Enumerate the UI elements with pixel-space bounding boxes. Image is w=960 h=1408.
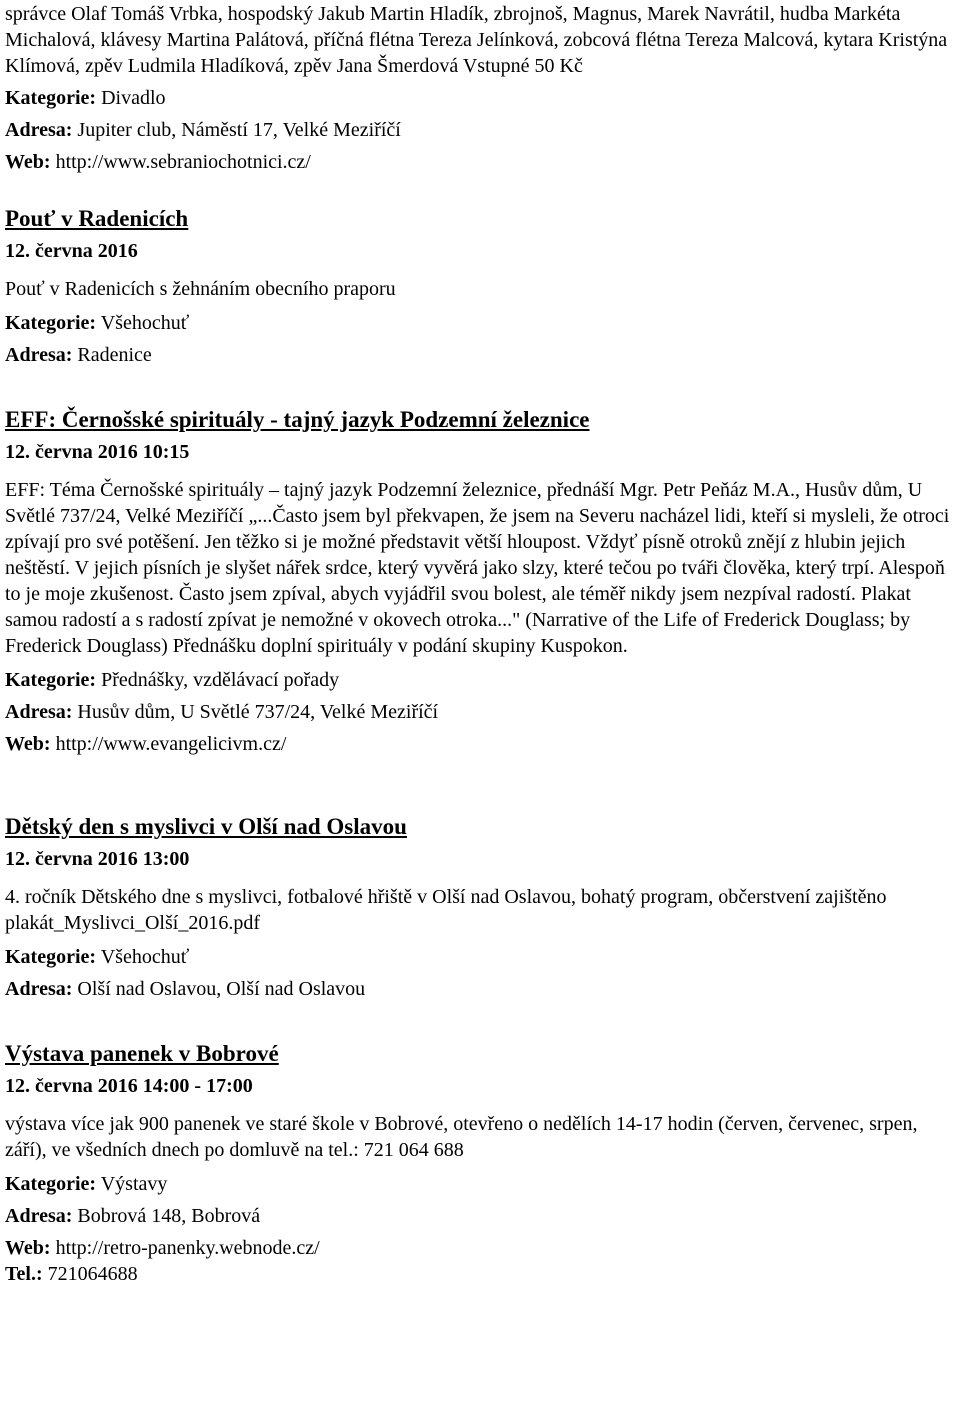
category-value: Přednášky, vzdělávací pořady (101, 669, 340, 691)
web-link[interactable]: http://www.evangelicivm.cz/ (55, 733, 287, 755)
event-address (5, 342, 956, 368)
category-value: Divadlo (101, 87, 166, 109)
category-label: Kategorie: (5, 946, 97, 968)
intro-address (5, 117, 956, 143)
address-value: Husův dům, U Světlé 737/24, Velké Meziříčí (77, 701, 439, 723)
web-label: Web: (5, 151, 51, 173)
web-link[interactable]: http://www.sebraniochotnici.cz/ (55, 151, 311, 173)
event-description: výstava více jak 900 panenek ve staré škole v Bobrové, otevřeno o nedělích 14-17 hodin (červen, červenec, srpen, září), ve všedních dnech po domluvě na tel.: 721 064 688 (5, 1113, 918, 1161)
address-value: Jupiter club, Náměstí 17, Velké Meziříčí (77, 119, 401, 141)
category-label: Kategorie: (5, 312, 97, 334)
address-label: Adresa: (5, 344, 73, 366)
address-label: Adresa: (5, 119, 73, 141)
address-value: Bobrová 148, Bobrová (77, 1205, 261, 1227)
web-label: Web: (5, 733, 51, 755)
event-web (5, 731, 956, 757)
event-address (5, 1203, 956, 1229)
event-date: 12. června 2016 13:00 (5, 848, 190, 870)
event-address (5, 976, 956, 1002)
event-date: 12. června 2016 (5, 240, 138, 262)
category-value: Všehochuť (100, 312, 190, 334)
tel-value: 721064688 (47, 1263, 138, 1285)
event-address (5, 699, 956, 725)
web-label: Web: (5, 1237, 51, 1259)
web-link[interactable]: http://retro-panenky.webnode.cz/ (55, 1237, 320, 1259)
event-description: 4. ročník Dětského dne s myslivci, fotbalové hřiště v Olší nad Oslavou, bohatý program, občerstvení zajištěno plakát_Myslivci_Olší_2016.pdf (5, 886, 887, 934)
category-label: Kategorie: (5, 87, 97, 109)
event-entry (5, 1040, 956, 1287)
event-title-link[interactable]: Výstava panenek v Bobrové (5, 1041, 279, 1066)
address-label: Adresa: (5, 701, 73, 723)
intro-category (5, 85, 956, 111)
event-title-link[interactable]: EFF: Černošské spirituály - tajný jazyk Podzemní železnice (5, 407, 590, 432)
event-description: Pouť v Radenicích s žehnáním obecního praporu (5, 278, 396, 300)
address-value: Radenice (77, 344, 152, 366)
event-category (5, 944, 956, 970)
address-value: Olší nad Oslavou, Olší nad Oslavou (77, 978, 366, 1000)
intro-text: správce Olaf Tomáš Vrbka, hospodský Jakub Martin Hladík, zbrojnoš, Magnus, Marek Navrátil, hudba Markéta Michalová, klávesy Martina Palátová, příčná flétna Tereza Jelínková, zobcová flétna Tereza Malcová, kytara Kristýna Klímová, zpěv Ludmila Hladíková, zpěv Jana Šmerdová Vstupné 50 Kč (5, 3, 948, 77)
category-value: Všehochuť (100, 946, 190, 968)
event-category (5, 667, 956, 693)
event-entry (5, 406, 956, 757)
event-date: 12. června 2016 10:15 (5, 441, 190, 463)
event-entry (5, 813, 956, 1002)
event-description: EFF: Téma Černošské spirituály – tajný jazyk Podzemní železnice, přednáší Mgr. Petr Peňáz M.A., Husův dům, U Světlé 737/24, Velké Meziříčí „...Často jsem byl překvapen, že jsem na Severu nacházel lidi, kteří si mysleli, že otroci zpívají pro své potěšení. Jen těžko si je možné představit větší hloupost. Vždyť písně otroků znějí z hlubin jejich neštěstí. V jejich písních je slyšet nářek srdce, který vyvěrá jako slzy, které tečou po tváři člověka, který trpí. Alespoň to je moje zkušenost. Často jsem zpíval, abych vyjádřil svou bolest, ale téměř nikdy jsem nezpíval radostí. Plakat samou radostí a s radostí zpívat je nemožné v okovech otroka..." (Narrative of the Life of Frederick Douglass; by Frederick Douglass) Přednášku doplní spirituály v podání skupiny Kuspokon. (5, 479, 950, 657)
category-value: Výstavy (100, 1173, 168, 1195)
address-label: Adresa: (5, 978, 73, 1000)
event-date: 12. června 2016 14:00 - 17:00 (5, 1075, 253, 1097)
address-label: Adresa: (5, 1205, 73, 1227)
event-entry (5, 205, 956, 368)
category-label: Kategorie: (5, 1173, 97, 1195)
intro-block (5, 0, 956, 175)
event-title-link[interactable]: Pouť v Radenicích (5, 206, 189, 231)
event-web (5, 1235, 956, 1261)
event-title-link[interactable]: Dětský den s myslivci v Olší nad Oslavou (5, 814, 407, 839)
event-category (5, 1171, 956, 1197)
intro-web (5, 149, 956, 175)
category-label: Kategorie: (5, 669, 97, 691)
event-tel (5, 1261, 956, 1287)
tel-label: Tel.: (5, 1263, 43, 1285)
event-category (5, 310, 956, 336)
